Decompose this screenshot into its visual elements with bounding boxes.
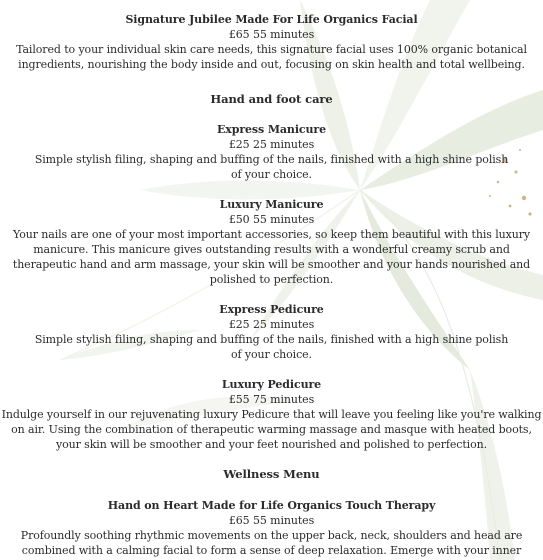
treatment-name: Signature Jubilee Made For Life Organics Facial	[125, 13, 418, 26]
treatment-price: £55 75 minutes	[228, 393, 315, 406]
section-heading-wellness-menu: Wellness Menu	[223, 467, 320, 481]
treatment-description-line: manicure. This manicure gives outstanding results with a wonderful creamy scrub and	[33, 243, 510, 256]
section-heading-hand-and-foot-care: Hand and foot care	[210, 92, 333, 106]
treatment-description-line: ingredients, nourishing the body inside and out, focusing on skin health and total wellbeing.	[18, 58, 525, 71]
treatment-name: Express Pedicure	[219, 303, 324, 316]
treatment-name: Luxury Manicure	[219, 198, 324, 211]
treatment-description-line: therapeutic hand and arm massage, your skin will be smoother and your hands nourished and	[12, 258, 531, 271]
treatment-price: £25 25 minutes	[228, 138, 315, 151]
treatment-description-line: Simple stylish filing, shaping and buffing of the nails, finished with a high shine polish	[34, 153, 509, 166]
treatment-price: £65 55 minutes	[228, 28, 315, 41]
treatment-name: Express Manicure	[216, 123, 326, 136]
treatment-description-line: of your choice.	[231, 348, 312, 361]
treatment-description-line: of your choice.	[231, 168, 312, 181]
treatment-description-line: Simple stylish filing, shaping and buffing of the nails, finished with a high shine polish	[34, 333, 509, 346]
treatment-name: Hand on Heart Made for Life Organics Touch Therapy	[107, 499, 436, 512]
treatment-description-line: combined with a calming facial to form a sense of deep relaxation. Emerge with your inner	[21, 544, 522, 557]
treatment-name: Luxury Pedicure	[221, 378, 322, 391]
treatment-description-line: Tailored to your individual skin care needs, this signature facial uses 100% organic botanical	[16, 43, 527, 56]
treatment-price: £65 55 minutes	[228, 514, 315, 527]
treatment-description-line: Profoundly soothing rhythmic movements on the upper back, neck, shoulders and head are	[20, 529, 523, 542]
treatment-price: £25 25 minutes	[228, 318, 315, 331]
treatment-description-line: on air. Using the combination of therapeutic warming massage and masque with heated boots,	[11, 423, 532, 436]
treatment-description-line: Your nails are one of your most important accessories, so keep them beautiful with this luxury	[13, 228, 530, 241]
treatment-price: £50 55 minutes	[228, 213, 315, 226]
treatment-description-line: polished to perfection.	[209, 273, 334, 286]
treatment-description-line: your skin will be smoother and your feet nourished and polished to perfection.	[56, 438, 487, 451]
treatment-description-line: Indulge yourself in our rejuvenating luxury Pedicure that will leave you feeling like you're walking	[1, 408, 542, 421]
